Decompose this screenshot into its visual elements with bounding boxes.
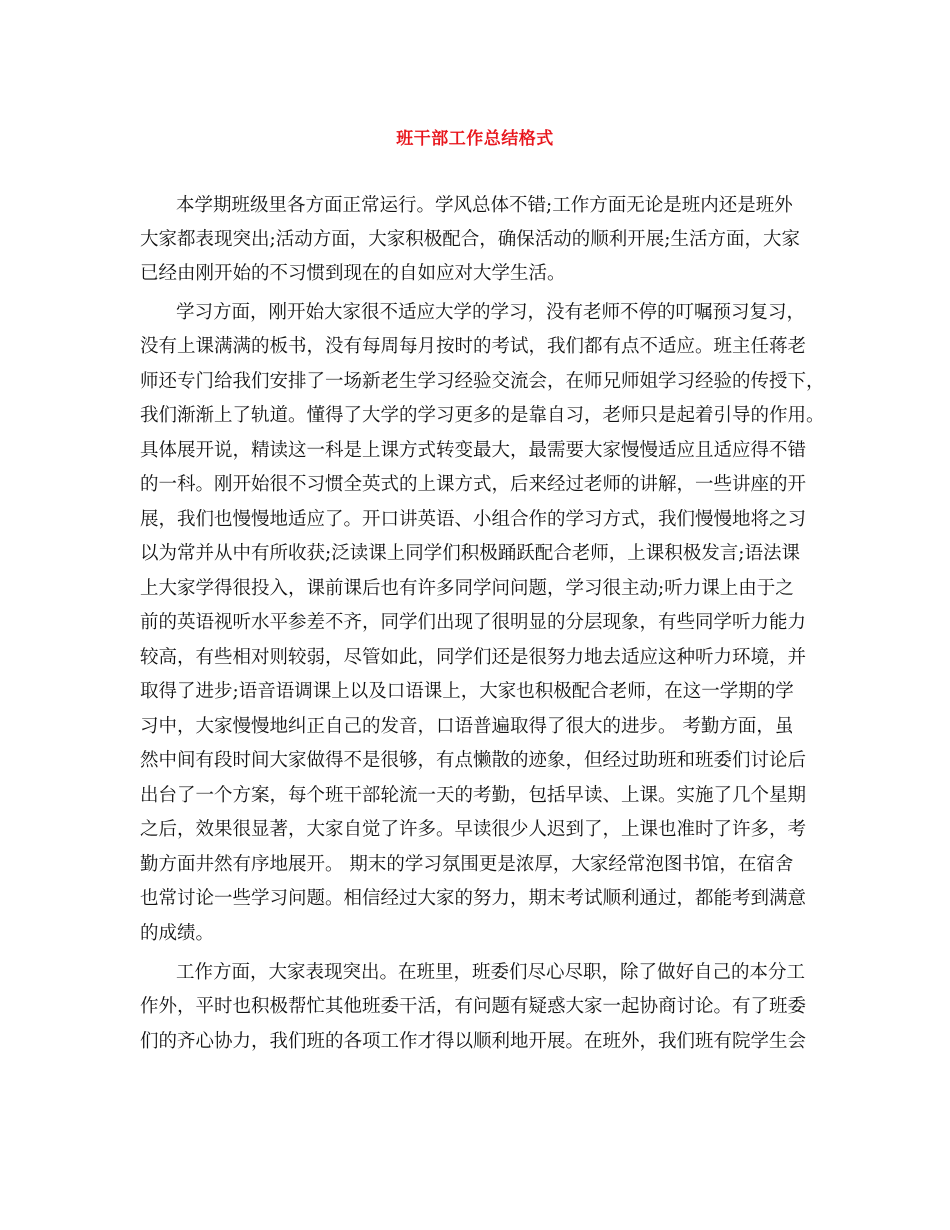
text-line: 出台了一个方案，每个班干部轮流一天的考勤，包括早读、上课。实施了几个星期 [140,785,807,806]
text-line: 以为常并从中有所收获;泛读课上同学们积极踊跃配合老师，上课积极发言;语法课 [140,543,800,564]
text-line: 之后，效果很显著，大家自觉了许多。早读很少人迟到了，上课也准时了许多，考 [140,819,807,840]
text-line: 具体展开说，精读这一科是上课方式转变最大，最需要大家慢慢适应且适应得不错 [140,440,807,461]
text-line: 前的英语视听水平参差不齐，同学们出现了很明显的分层现象，有些同学听力能力 [140,612,807,633]
text-line: 学习方面，刚开始大家很不适应大学的学习，没有老师不停的叮嘱预习复习， [176,302,806,323]
text-line: 上大家学得很投入，课前课后也有许多同学问问题，学习很主动;听力课上由于之 [140,578,794,599]
text-line: 已经由刚开始的不习惯到现在的自如应对大学生活。 [140,263,566,284]
text-line: 的一科。刚开始很不习惯全英式的上课方式，后来经过老师的讲解，一些讲座的开 [140,474,807,495]
text-line: 们的齐心协力，我们班的各项工作才得以顺利地开展。在班外，我们班有院学生会 [140,1031,807,1052]
text-line: 习中，大家慢慢地纠正自己的发音，口语普遍取得了很大的进步。 考勤方面，虽 [140,716,794,737]
text-line: 没有上课满满的板书，没有每周每月按时的考试，我们都有点不适应。班主任蒋老 [140,336,807,357]
text-line: 取得了进步;语音语调课上以及口语课上，大家也积极配合老师，在这一学期的学 [140,681,794,702]
text-line: 大家都表现突出;活动方面，大家积极配合，确保活动的顺利开展;生活方面，大家 [140,229,800,250]
document-title: 班干部工作总结格式 [396,129,554,149]
text-line: 也常讨论一些学习问题。相信经过大家的努力，期末考试顺利通过，都能考到满意 [140,888,807,909]
text-line: 作外，平时也积极帮忙其他班委干活，有问题有疑惑大家一起协商讨论。有了班委 [140,996,807,1017]
text-line: 展，我们也慢慢地适应了。开口讲英语、小组合作的学习方式，我们慢慢地将之习 [140,509,807,530]
text-line: 较高，有些相对则较弱，尽管如此，同学们还是很努力地去适应这种听力环境，并 [140,647,807,668]
text-line: 我们渐渐上了轨道。懂得了大学的学习更多的是靠自习，老师只是起着引导的作用。 [140,405,825,426]
text-line: 的成绩。 [140,923,215,944]
text-line: 本学期班级里各方面正常运行。学风总体不错;工作方面无论是班内还是班外 [176,195,793,216]
text-line: 然中间有段时间大家做得不是很够，有点懒散的迹象，但经过助班和班委们讨论后 [140,750,807,771]
text-line: 师还专门给我们安排了一场新老生学习经验交流会，在师兄师姐学习经验的传授下， [140,371,825,392]
text-line: 工作方面，大家表现突出。在班里，班委们尽心尽职，除了做好自己的本分工 [176,962,806,983]
text-line: 勤方面井然有序地展开。 期末的学习氛围更是浓厚，大家经常泡图书馆，在宿舍 [140,854,794,875]
